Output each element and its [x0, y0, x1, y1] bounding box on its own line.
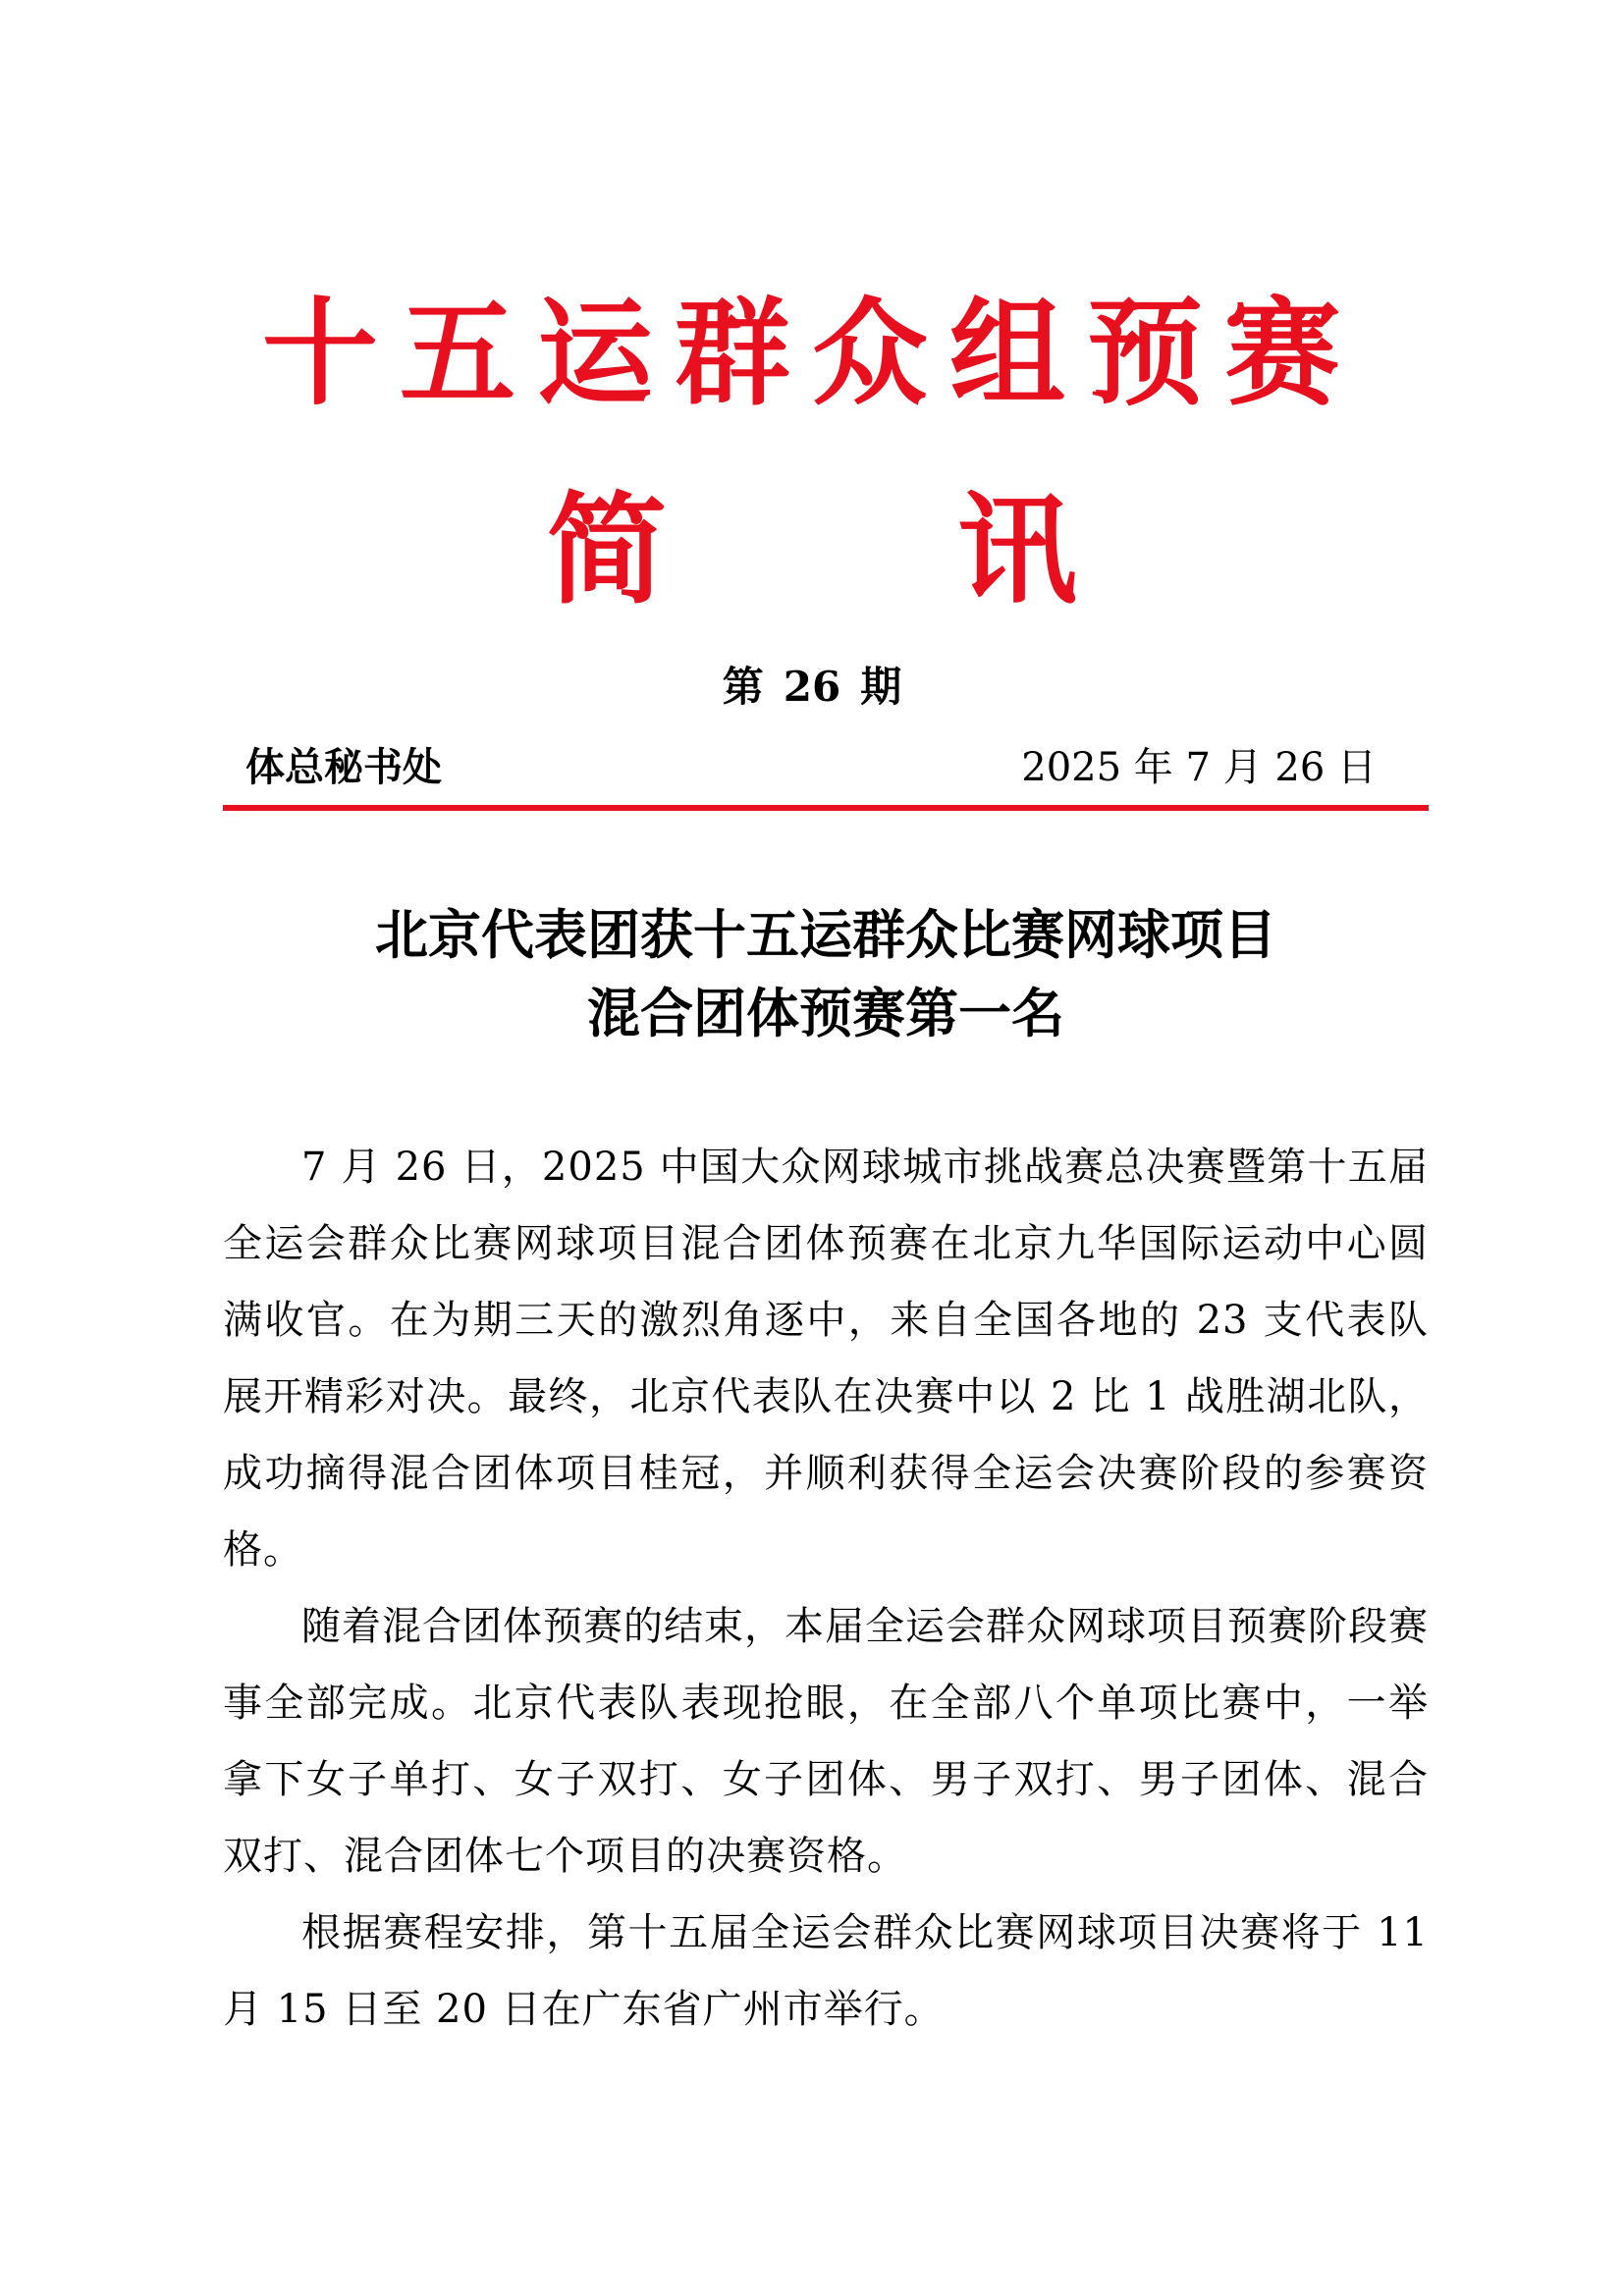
- issue-prefix: 第: [722, 663, 764, 711]
- issue-date: 2025 年 7 月 26 日: [1021, 745, 1377, 790]
- masthead-subtitle-char-1: 简: [547, 479, 667, 620]
- issue-value: 26: [783, 663, 841, 711]
- headline-line-1: 北京代表团获十五运群众比赛网球项目: [375, 903, 1276, 966]
- issue-number: [0, 658, 1624, 717]
- paragraph: 根据赛程安排，第十五届全运会群众比赛网球项目决赛将于 11 月 15 日至 20 日在广东省广州市举行。: [223, 1910, 1429, 2032]
- masthead-title: 十五运群众组预赛: [261, 285, 1362, 421]
- article-headline: [223, 895, 1429, 1052]
- red-divider: [223, 805, 1429, 811]
- paragraph: 7 月 26 日，2025 中国大众网球城市挑战赛总决赛暨第十五届全运会群众比赛网球项目混合团体预赛在北京九华国际运动中心圆满收官。在为期三天的激烈角逐中，来自全国各地的 23 支代表队展开精彩对决。最终，北京代表队在决赛中以 2 比 1 战胜湖北队，成功摘得混合团体项目桂冠，并顺利获得全运会决赛阶段的参赛资格。: [223, 1145, 1429, 1573]
- headline-line-2: 混合团体预赛第一名: [587, 982, 1064, 1044]
- article-body: [223, 1129, 1429, 2048]
- masthead-subtitle-char-2: 讯: [957, 479, 1077, 620]
- masthead-subtitle: [0, 481, 1624, 618]
- issuer: 体总秘书处: [245, 744, 442, 790]
- issue-suffix: 期: [860, 663, 902, 711]
- paragraph: 随着混合团体预赛的结束，本届全运会群众网球项目预赛阶段赛事全部完成。北京代表队表现抢眼，在全部八个单项比赛中，一举拿下女子单打、女子双打、女子团体、男子双打、男子团体、混合双打、混合团体七个项目的决赛资格。: [223, 1604, 1429, 1879]
